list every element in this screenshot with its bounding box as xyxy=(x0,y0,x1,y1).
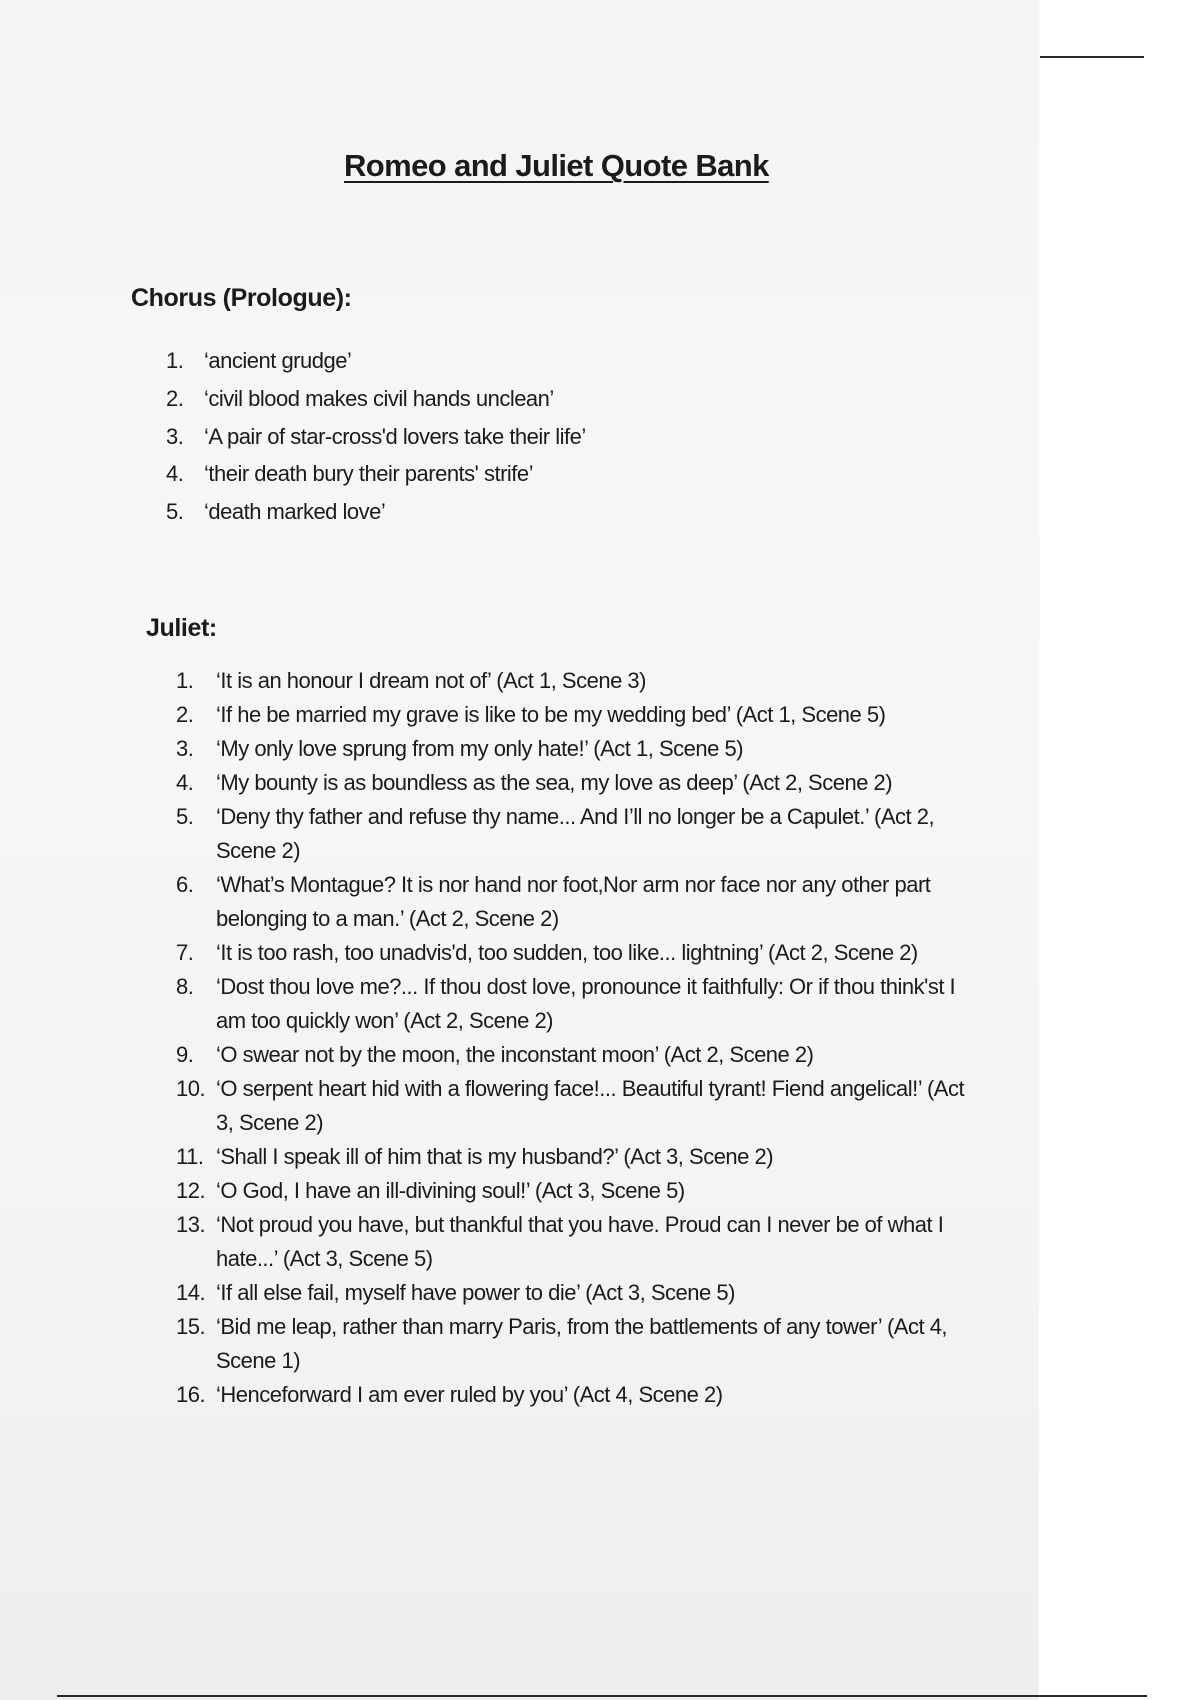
item-number: 6. xyxy=(176,872,194,897)
item-number: 5. xyxy=(166,499,184,525)
list-item xyxy=(176,1174,966,1208)
juliet-heading: Juliet: xyxy=(146,614,217,642)
list-item xyxy=(176,766,966,800)
quote-text: ‘O swear not by the moon, the inconstant moon’ (Act 2, Scene 2) xyxy=(216,1042,814,1067)
list-item xyxy=(176,1072,966,1140)
quote-text: ‘Dost thou love me?... If thou dost love, pronounce it faithfully: Or if thou think'st I am too quickly won’ (Act 2, Scene 2) xyxy=(216,974,956,1033)
quote-text: ‘It is too rash, too unadvis'd, too sudden, too like... lightning’ (Act 2, Scene 2) xyxy=(216,940,918,965)
item-number: 1. xyxy=(166,348,184,373)
quote-text: ‘civil blood makes civil hands unclean’ xyxy=(204,385,554,411)
quote-text: ‘A pair of star-cross'd lovers take their life’ xyxy=(204,423,586,449)
list-item xyxy=(166,457,726,495)
quote-text: ‘Bid me leap, rather than marry Paris, from the battlements of any tower’ (Act 4, Scene 1) xyxy=(216,1314,948,1373)
chorus-heading: Chorus (Prologue): xyxy=(131,284,352,312)
item-number: 2. xyxy=(166,385,184,411)
list-item xyxy=(176,970,966,1038)
list-item xyxy=(166,495,726,533)
item-number: 15. xyxy=(176,1314,206,1339)
list-item xyxy=(166,382,726,420)
list-item xyxy=(176,698,966,732)
quote-text: ‘It is an honour I dream not of’ (Act 1, Scene 3) xyxy=(216,668,646,693)
quote-text: ‘If he be married my grave is like to be my wedding bed’ (Act 1, Scene 5) xyxy=(216,702,886,727)
item-number: 4. xyxy=(166,461,184,487)
list-item xyxy=(166,420,726,458)
item-number: 16. xyxy=(176,1382,206,1407)
quote-text: ‘My only love sprung from my only hate!’ (Act 1, Scene 5) xyxy=(216,736,744,761)
quote-text: ‘their death bury their parents' strife’ xyxy=(204,461,534,487)
quote-text: ‘If all else fail, myself have power to die’ (Act 3, Scene 5) xyxy=(216,1280,735,1305)
list-item xyxy=(166,344,726,382)
item-number: 12. xyxy=(176,1178,206,1203)
item-number: 1. xyxy=(176,668,194,693)
item-number: 7. xyxy=(176,940,194,965)
chorus-quote-list xyxy=(166,344,726,533)
list-item xyxy=(176,664,966,698)
list-item xyxy=(176,1310,966,1378)
item-number: 13. xyxy=(176,1212,206,1237)
list-item xyxy=(176,1276,966,1310)
list-item xyxy=(176,1038,966,1072)
list-item xyxy=(176,1140,966,1174)
item-number: 4. xyxy=(176,770,194,795)
quote-text: ‘ancient grudge’ xyxy=(204,348,352,373)
quote-text: ‘O serpent heart hid with a flowering face!... Beautiful tyrant! Fiend angelical!’ (Act 3, Scene 2) xyxy=(216,1076,965,1135)
bottom-rule-line xyxy=(57,1695,1147,1697)
quote-text: ‘O God, I have an ill-divining soul!’ (Act 3, Scene 5) xyxy=(216,1178,685,1203)
item-number: 10. xyxy=(176,1076,206,1101)
item-number: 3. xyxy=(166,423,184,449)
quote-text: ‘My bounty is as boundless as the sea, my love as deep’ (Act 2, Scene 2) xyxy=(216,770,893,795)
quote-text: ‘death marked love’ xyxy=(204,499,386,525)
list-item xyxy=(176,868,966,936)
item-number: 2. xyxy=(176,702,194,727)
list-item xyxy=(176,936,966,970)
list-item xyxy=(176,1208,966,1276)
list-item xyxy=(176,732,966,766)
top-rule-line xyxy=(1040,56,1144,58)
item-number: 8. xyxy=(176,974,194,999)
list-item xyxy=(176,800,966,868)
quote-text: ‘Shall I speak ill of him that is my husband?’ (Act 3, Scene 2) xyxy=(216,1144,774,1169)
item-number: 11. xyxy=(176,1144,204,1169)
page-title: Romeo and Juliet Quote Bank xyxy=(344,148,769,183)
quote-text: ‘Henceforward I am ever ruled by you’ (Act 4, Scene 2) xyxy=(216,1382,723,1407)
quote-text: ‘Not proud you have, but thankful that you have. Proud can I never be of what I hate...’ (Act 3, Scene 5) xyxy=(216,1212,944,1271)
quote-text: ‘What’s Montague? It is nor hand nor foot,Nor arm nor face nor any other part belonging to a man.’ (Act 2, Scene 2) xyxy=(216,872,931,931)
item-number: 9. xyxy=(176,1042,194,1067)
juliet-quote-list xyxy=(176,664,966,1412)
quote-text: ‘Deny thy father and refuse thy name... And I’ll no longer be a Capulet.’ (Act 2, Scene 2) xyxy=(216,804,935,863)
item-number: 5. xyxy=(176,804,194,829)
list-item xyxy=(176,1378,966,1412)
item-number: 14. xyxy=(176,1280,206,1305)
item-number: 3. xyxy=(176,736,194,761)
